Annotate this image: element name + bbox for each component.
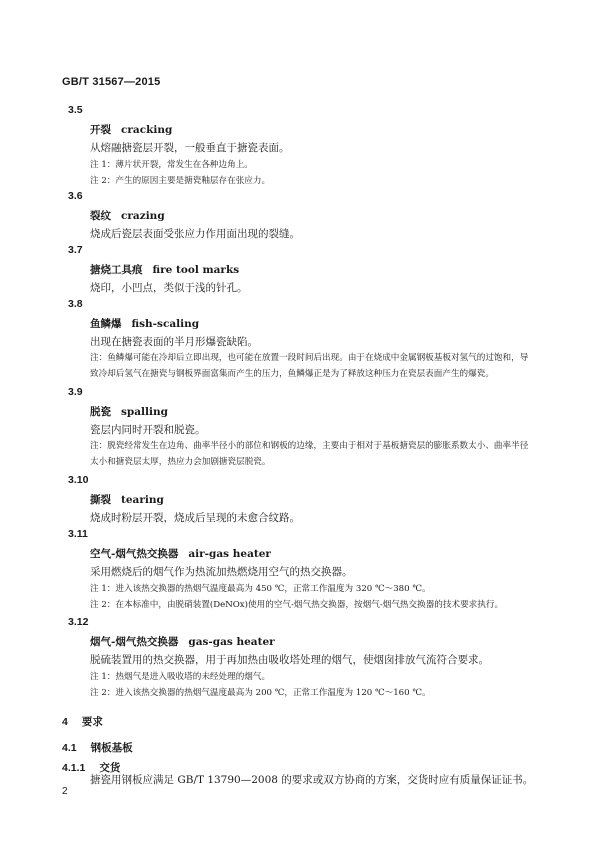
term-title (90, 404, 168, 419)
term-title (90, 546, 271, 561)
term-en: fire tool marks (152, 264, 240, 276)
body-paragraph: 搪瓷用钢板应满足 GB/T 13790—2008 的要求或双方协商的方案，交货时应有质量保证证书。 (90, 774, 534, 786)
section-number: 4.1 (62, 742, 77, 754)
term-zh: 空气-烟气热交换器 (90, 548, 179, 560)
term-definition: 采用燃烧后的烟气作为热流加热燃烧用空气的热交换器。 (90, 566, 353, 578)
term-note: 注：脱瓷经常发生在边角、曲率半径小的部位和钢板的边缘，主要由于相对于基板搪瓷层的膨胀系数太小、曲率半径太小和搪瓷层太厚，热应力会加剧搪瓷层脱瓷。 (90, 441, 529, 467)
term-definition: 瓷层内同时开裂和脱瓷。 (90, 424, 206, 436)
term-note: 注 2：进入该热交换器的热烟气温度最高为 200 ℃，正常工作温度为 120 ℃～160 ℃。 (90, 688, 431, 698)
standard-number: GB/T 31567—2015 (62, 76, 161, 88)
term-title (90, 492, 164, 507)
section-number: 4 (62, 716, 68, 728)
term-en: gas-gas heater (188, 636, 275, 648)
term-definition: 烧成后瓷层表面受张应力作用面出现的裂缝。 (90, 228, 300, 240)
term-zh: 裂纹 (90, 210, 111, 222)
term-en: cracking (121, 124, 173, 136)
term-note: 注 1：薄片状开裂，常发生在各种边角上。 (90, 160, 253, 170)
section-title: 要求 (81, 716, 103, 728)
term-title (90, 262, 239, 277)
term-zh: 开裂 (90, 124, 111, 136)
term-number: 3.7 (68, 244, 83, 256)
subsection-heading (62, 740, 133, 755)
term-en: spalling (121, 406, 168, 418)
term-number: 3.12 (68, 616, 89, 628)
term-title (90, 316, 199, 331)
section-title: 钢板基板 (90, 742, 133, 754)
term-zh: 脱瓷 (90, 406, 111, 418)
term-number: 3.9 (68, 386, 83, 398)
section-title: 交货 (99, 762, 121, 774)
term-definition: 烧印，小凹点，类似于浅的针孔。 (90, 282, 248, 294)
term-number: 3.6 (68, 190, 83, 202)
section-number: 4.1.1 (62, 762, 86, 774)
term-note: 注 1：进入该热交换器的热烟气温度最高为 450 ℃，正常工作温度为 320 ℃～380 ℃。 (90, 584, 431, 594)
term-zh: 撕裂 (90, 494, 111, 506)
term-definition: 烧成时粉层开裂，烧成后呈现的未愈合纹路。 (90, 512, 300, 524)
term-note: 注 1：热烟气是进入吸收塔的未经处理的烟气。 (90, 672, 271, 682)
term-definition: 脱硫装置用的热交换器，用于再加热由吸收塔处理的烟气，使烟囱排放气流符合要求。 (90, 654, 489, 666)
term-number: 3.11 (68, 528, 88, 540)
term-en: crazing (121, 210, 165, 222)
term-en: tearing (121, 494, 164, 506)
term-zh: 鱼鳞爆 (90, 318, 122, 330)
section-heading (62, 714, 103, 729)
term-note: 注：鱼鳞爆可能在冷却后立即出现，也可能在放置一段时间后出现。由于在烧成中金属钢板基板对氢气的过饱和，导致冷却后氢气在搪瓷与钢板界面富集而产生的压力，鱼鳞爆正是为了释放这种压力在瓷层表面产生的爆瓷。 (90, 353, 529, 379)
term-number: 3.10 (68, 474, 89, 486)
term-note: 注 2：在本标准中，由脱硝装置(DeNOx)使用的空气-烟气热交换器，按烟气-烟气热交换器的技术要求执行。 (90, 600, 504, 610)
term-title (90, 208, 165, 223)
term-number: 3.5 (68, 104, 83, 116)
term-note: 注 2：产生的原因主要是搪瓷釉层存在张应力。 (90, 176, 271, 186)
term-title (90, 122, 172, 137)
term-en: fish-scaling (131, 318, 200, 330)
term-number: 3.8 (68, 298, 83, 310)
term-en: air-gas heater (188, 548, 271, 560)
term-title (90, 634, 275, 649)
term-zh: 搪烧工具痕 (90, 264, 143, 276)
term-zh: 烟气-烟气热交换器 (90, 636, 179, 648)
page-number: 2 (62, 786, 68, 797)
term-definition: 出现在搪瓷表面的半月形爆瓷缺陷。 (90, 336, 258, 348)
term-definition: 从熔融搪瓷层开裂，一般垂直于搪瓷表面。 (90, 142, 290, 154)
